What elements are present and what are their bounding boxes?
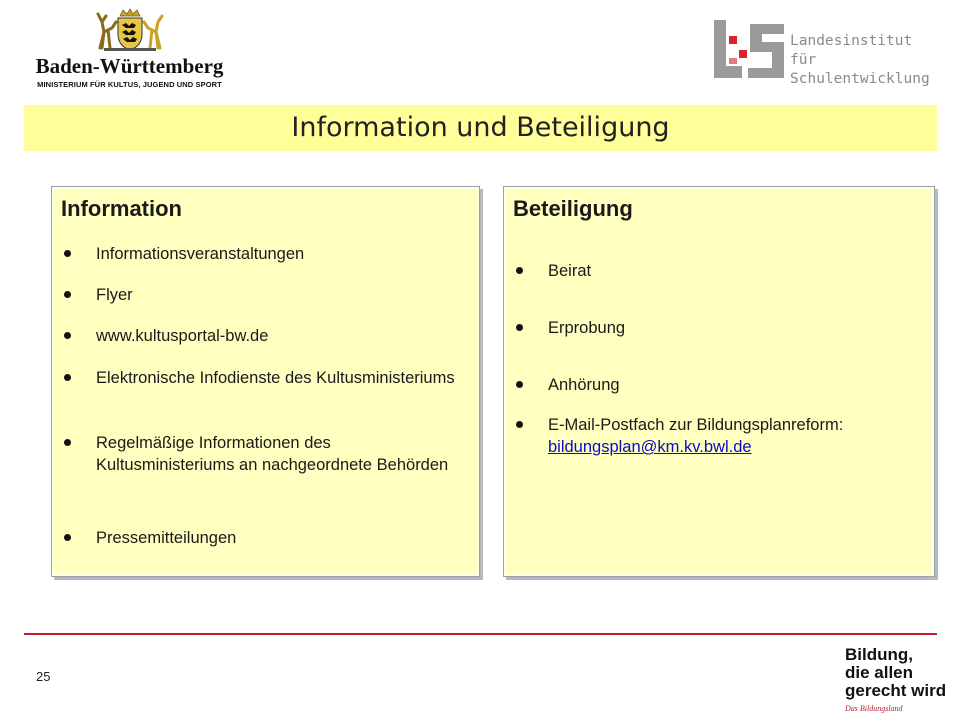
- information-heading: Information: [61, 196, 182, 221]
- state-name: Baden-Württemberg: [35, 54, 224, 78]
- slogan-subtitle: Das Bildungsland: [845, 704, 903, 713]
- list-item-text: Anhörung: [548, 376, 620, 394]
- bullet-icon: [64, 374, 71, 381]
- landesinstitut-logo: [712, 18, 942, 87]
- information-box: [51, 186, 480, 577]
- list-item-text: Erprobung: [548, 319, 626, 337]
- list-item-text: Informationsveranstaltungen: [96, 245, 305, 263]
- bullet-icon: [64, 534, 71, 541]
- slogan-line-2: die allen: [845, 663, 914, 682]
- bullet-icon: [516, 381, 523, 388]
- baden-wuerttemberg-logo: [22, 8, 237, 90]
- email-intro-text: E-Mail-Postfach zur Bildungsplanreform:: [548, 416, 844, 434]
- page-number: 25: [36, 669, 51, 684]
- slogan-line-1: Bildung,: [845, 645, 913, 664]
- slogan-line-3: gerecht wird: [845, 681, 947, 700]
- bullet-icon: [516, 324, 523, 331]
- bullet-icon: [64, 332, 71, 339]
- bullet-icon: [516, 421, 523, 428]
- email-link[interactable]: bildungsplan@km.kv.bwl.de: [548, 438, 752, 456]
- bildungsland-logo: [845, 646, 955, 716]
- list-item-text: Beirat: [548, 262, 592, 280]
- list-item-text: www.kultusportal-bw.de: [96, 327, 269, 345]
- ministry-name: MINISTERIUM FÜR KULTUS, JUGEND UND SPORT: [37, 80, 222, 89]
- list-item-text: Elektronische Infodienste des Kultusministeriums: [96, 369, 455, 387]
- coat-of-arms-icon: [90, 8, 170, 52]
- list-item-text: [548, 414, 918, 458]
- list-item-text: Pressemitteilungen: [96, 529, 237, 547]
- beteiligung-box: [503, 186, 935, 577]
- slide-title: Information und Beteiligung: [291, 112, 670, 143]
- landesinstitut-wordmark: [790, 32, 942, 89]
- list-item-text: Flyer: [96, 286, 133, 304]
- wordmark-line-1: Landesinstitut: [790, 33, 913, 49]
- bullet-icon: [64, 291, 71, 298]
- title-bar: [24, 105, 937, 151]
- bullet-icon: [516, 267, 523, 274]
- footer-divider: [24, 633, 937, 635]
- bullet-icon: [64, 250, 71, 257]
- bullet-icon: [64, 439, 71, 446]
- wordmark-line-2: für Schulentwicklung: [790, 52, 930, 87]
- beteiligung-heading: Beteiligung: [513, 196, 633, 221]
- slogan: [845, 646, 946, 700]
- list-item-text: Regelmäßige Informationen des Kultusministeriums an nachgeordnete Behörden: [96, 434, 449, 474]
- ls-logo-mark-icon: [712, 18, 786, 80]
